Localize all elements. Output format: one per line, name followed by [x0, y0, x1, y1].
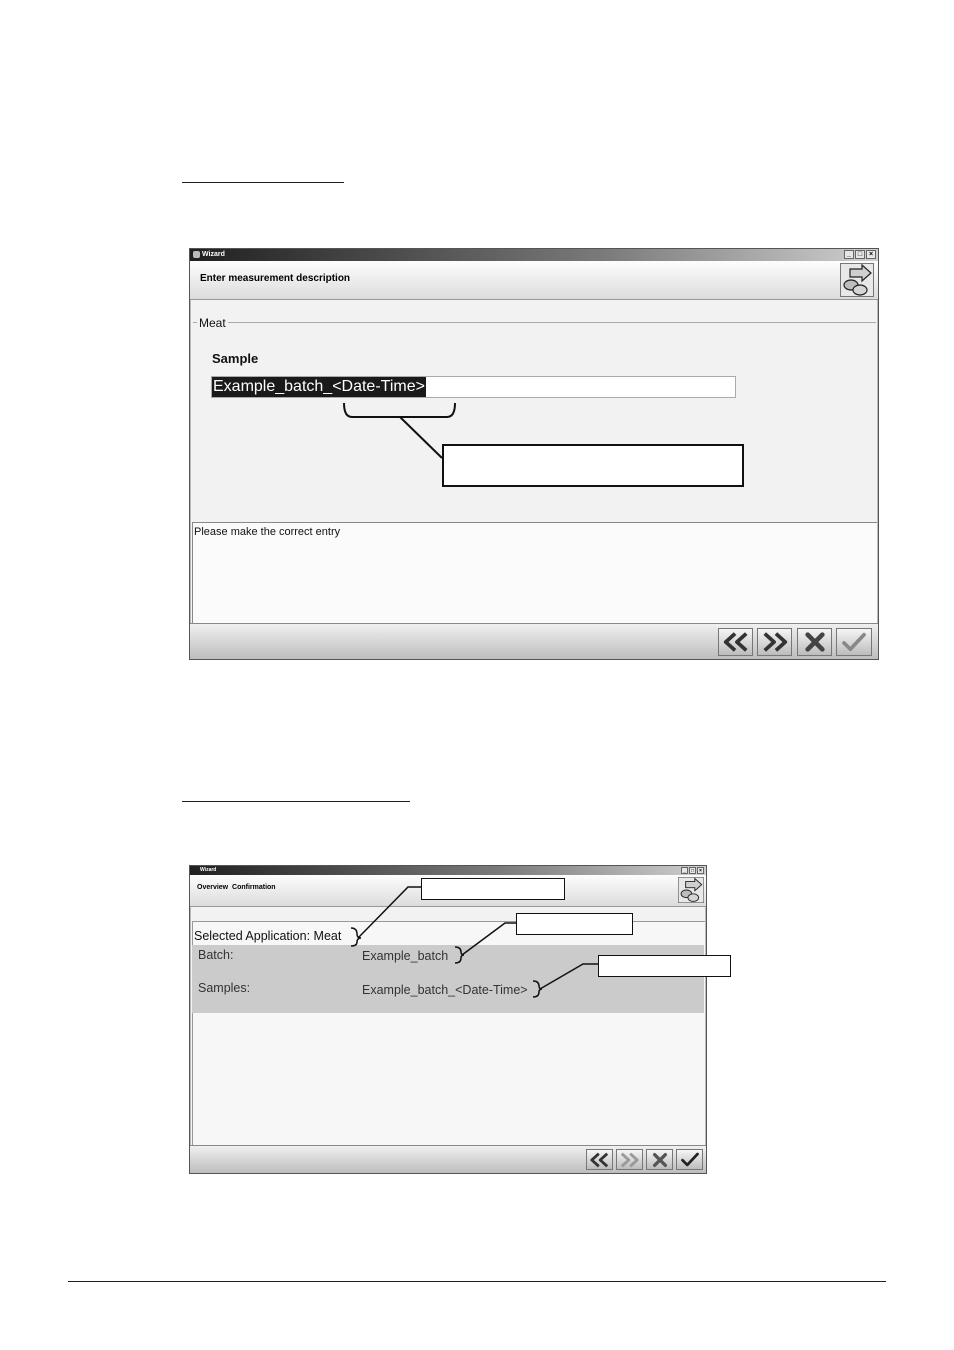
finish-button[interactable]	[676, 1149, 703, 1170]
back-button[interactable]	[586, 1149, 613, 1170]
page-footer-rule	[68, 1281, 886, 1282]
group-box-label: Meat	[199, 316, 226, 330]
wizard-arrow-icon	[678, 877, 704, 903]
maximize-button[interactable]: □	[690, 867, 695, 874]
wizard-step-title: Overview Confirmation	[197, 884, 276, 891]
finish-button[interactable]	[836, 628, 872, 656]
row-value-samples: Example_batch_<Date-Time>	[362, 983, 528, 997]
window-app-icon	[193, 251, 200, 258]
wizard-step-title: Enter measurement description	[200, 273, 351, 284]
window-title: Wizard	[202, 251, 225, 258]
sample-input-selected-text: Example_batch_<Date-Time>	[213, 378, 425, 395]
group-box-meat	[193, 322, 876, 521]
minimize-button[interactable]: _	[681, 867, 688, 874]
wizard-footer	[190, 1145, 706, 1173]
sample-input[interactable]	[211, 376, 736, 398]
check-icon	[842, 632, 866, 652]
selected-application-text: Selected Application: Meat	[194, 929, 342, 943]
close-window-button[interactable]: ×	[697, 867, 704, 874]
next-button[interactable]	[616, 1149, 643, 1170]
field-label-sample: Sample	[212, 351, 259, 366]
window-titlebar	[190, 866, 706, 875]
x-icon	[652, 1152, 668, 1168]
row-label-samples: Samples:	[198, 981, 251, 995]
double-chevron-left-icon	[589, 1152, 610, 1168]
row-value-batch: Example_batch	[362, 949, 449, 963]
callout-box-application	[421, 878, 565, 900]
double-chevron-left-icon	[722, 631, 750, 653]
section-heading-rule-2	[182, 801, 410, 802]
double-chevron-right-icon	[619, 1152, 640, 1168]
wizard-header	[190, 261, 878, 300]
message-panel	[192, 522, 877, 623]
callout-box-samples	[598, 955, 731, 977]
callout-box-1	[442, 444, 744, 487]
close-window-button[interactable]: ×	[866, 250, 876, 259]
back-button[interactable]	[718, 628, 753, 656]
next-button[interactable]	[757, 628, 792, 656]
maximize-button[interactable]: □	[855, 250, 865, 259]
message-text: Please make the correct entry	[194, 526, 341, 538]
wizard-footer	[190, 623, 878, 659]
wizard-window-overview	[189, 865, 707, 1174]
row-label-batch: Batch:	[198, 948, 234, 962]
cancel-button[interactable]	[646, 1149, 673, 1170]
window-titlebar	[190, 249, 878, 261]
double-chevron-right-icon	[761, 631, 789, 653]
x-icon	[804, 631, 826, 653]
minimize-button[interactable]: _	[844, 250, 854, 259]
cancel-button[interactable]	[797, 628, 832, 656]
callout-box-batch	[516, 913, 633, 935]
wizard-arrow-icon	[840, 263, 874, 297]
window-title: Wizard	[200, 867, 217, 873]
section-heading-rule-1	[182, 182, 344, 183]
check-icon	[681, 1152, 699, 1167]
